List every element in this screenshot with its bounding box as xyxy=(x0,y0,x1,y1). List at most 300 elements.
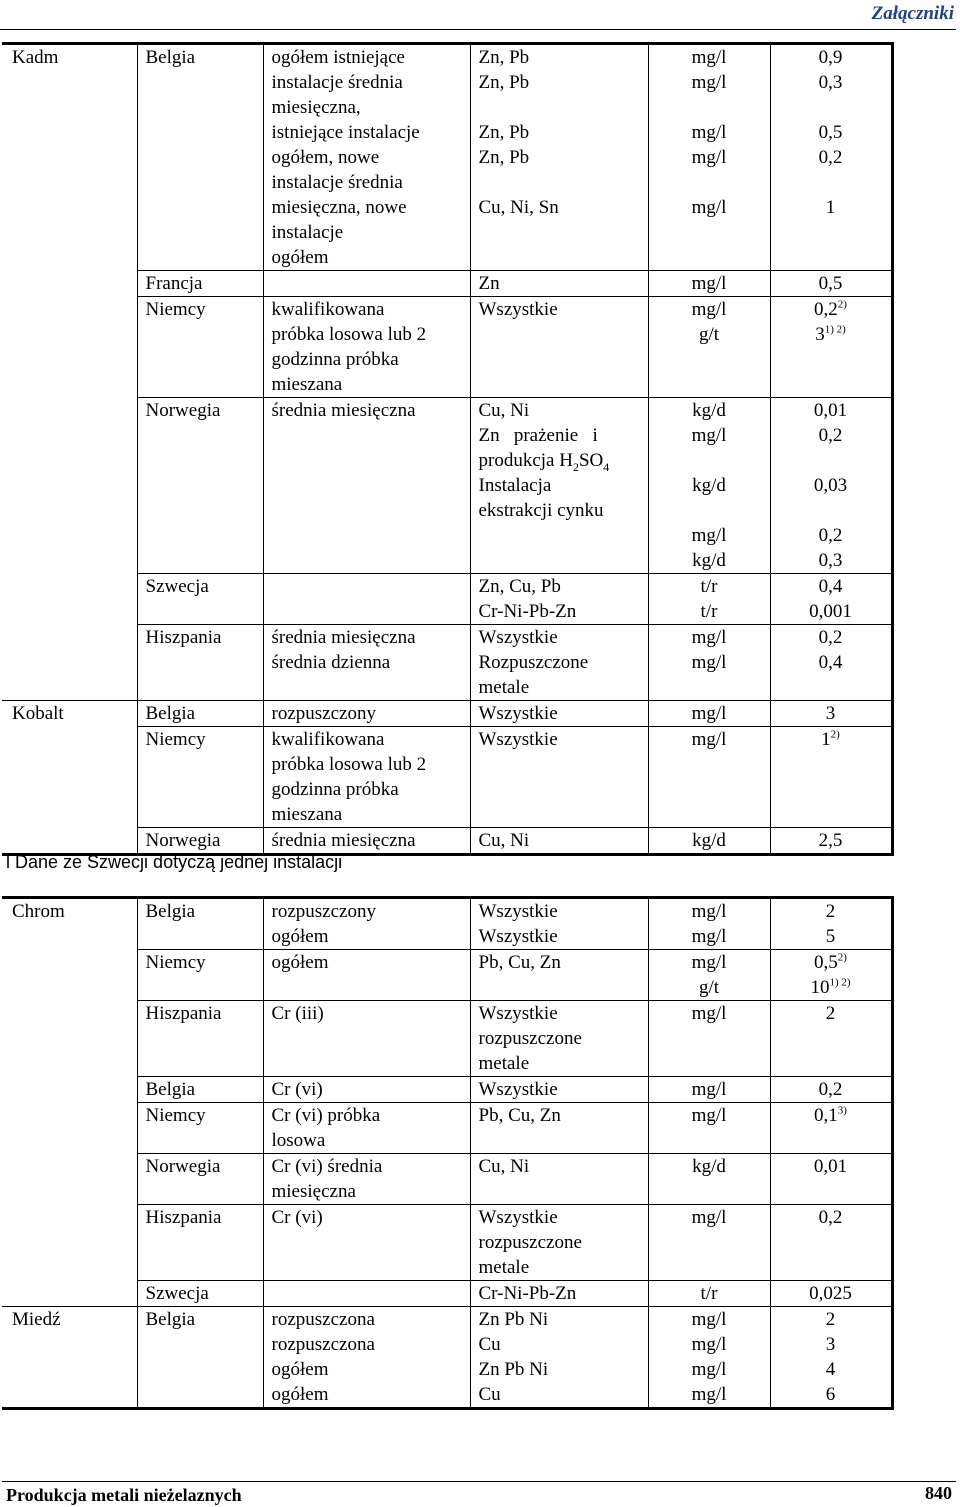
substance-line xyxy=(479,398,648,423)
substance-text: Wszystkie xyxy=(478,901,558,922)
value-line xyxy=(771,95,891,120)
type-text: rozpuszczona xyxy=(271,1309,375,1330)
unit-text: mg/l xyxy=(691,299,727,320)
substance-text: Zn xyxy=(478,273,500,294)
substance-text: metale xyxy=(478,677,530,698)
unit-text: mg/l xyxy=(691,1079,727,1100)
substance-text: Rozpuszczone xyxy=(478,652,589,673)
metal-cell xyxy=(2,701,137,727)
country-name: Belgia xyxy=(145,1309,196,1330)
value-cell xyxy=(770,574,892,625)
unit-text: mg/l xyxy=(691,926,727,947)
type-line xyxy=(272,727,470,752)
value-line xyxy=(771,950,891,975)
unit-text: mg/l xyxy=(691,627,727,648)
type-line xyxy=(272,145,470,170)
type-line xyxy=(272,1077,470,1102)
value-cell xyxy=(770,297,892,398)
substance-line xyxy=(479,45,648,70)
table-row xyxy=(2,574,892,625)
unit-text: mg/l xyxy=(691,425,727,446)
table-row xyxy=(2,1281,892,1307)
country-name: Norwegia xyxy=(145,830,221,851)
unit-text: g/t xyxy=(698,324,720,345)
substance-line xyxy=(479,1205,648,1230)
value-text: 0,2 xyxy=(818,525,843,546)
substance-line xyxy=(479,1154,648,1179)
substance-line xyxy=(479,1382,648,1407)
value-text: 5 xyxy=(825,926,836,947)
type-line xyxy=(272,950,470,975)
metal-cell xyxy=(2,898,137,950)
substance-cell xyxy=(470,625,648,701)
substance-line xyxy=(479,271,648,296)
type-line xyxy=(272,372,470,397)
unit-text: mg/l xyxy=(691,72,727,93)
table-row xyxy=(2,898,892,950)
table-row xyxy=(2,1001,892,1077)
value-cell xyxy=(770,1077,892,1103)
value-line xyxy=(771,398,891,423)
value-cell xyxy=(770,1103,892,1154)
unit-line xyxy=(649,297,770,322)
type-line xyxy=(272,1205,470,1230)
value-line xyxy=(771,423,891,448)
value-text: 0,2 xyxy=(818,1079,843,1100)
metal-cell xyxy=(2,297,137,398)
value-line xyxy=(771,548,891,573)
type-line xyxy=(272,1332,470,1357)
value-line xyxy=(771,1357,891,1382)
value-text: 3 xyxy=(825,1334,836,1355)
substance-cell xyxy=(470,898,648,950)
unit-line xyxy=(649,1077,770,1102)
value-footnote-ref: 1) 2) xyxy=(824,323,846,336)
substance-text: Pb, Cu, Zn xyxy=(478,1105,561,1126)
substance-text: Pb, Cu, Zn xyxy=(478,952,561,973)
value-line xyxy=(771,145,891,170)
substance-text: ekstrakcji cynku xyxy=(478,500,604,521)
value-text: 0,1 xyxy=(814,1105,838,1126)
value-line xyxy=(771,1103,891,1128)
value-text: 0,3 xyxy=(818,550,843,571)
value-cell xyxy=(770,271,892,297)
value-text: 0,2 xyxy=(818,425,843,446)
unit-line xyxy=(649,828,770,853)
type-text: losowa xyxy=(271,1130,326,1151)
metal-name: Kadm xyxy=(12,47,59,68)
metal-cell xyxy=(2,1281,137,1307)
value-text: 0,5 xyxy=(818,122,843,143)
header-title: Załączniki xyxy=(871,3,954,24)
unit-cell xyxy=(648,898,770,950)
unit-text: kg/d xyxy=(692,1156,726,1177)
value-text: 0,01 xyxy=(813,400,848,421)
substance-text: Wszystkie xyxy=(478,1079,558,1100)
sample-type-cell xyxy=(263,1103,470,1154)
table-row xyxy=(2,828,892,855)
sample-type-cell xyxy=(263,950,470,1001)
metal-cell xyxy=(2,727,137,828)
metal-cell xyxy=(2,1001,137,1077)
substance-line xyxy=(479,625,648,650)
unit-cell xyxy=(648,1001,770,1077)
type-text: rozpuszczony xyxy=(271,703,376,724)
type-line xyxy=(272,650,470,675)
country-name: Niemcy xyxy=(145,299,206,320)
sample-type-cell xyxy=(263,271,470,297)
substance-text: Cu xyxy=(478,1334,501,1355)
value-text: 0,9 xyxy=(818,47,843,68)
formula-subscript: 4 xyxy=(603,459,610,474)
country-cell xyxy=(137,1281,263,1307)
type-text: miesięczna, xyxy=(271,97,361,118)
metal-cell xyxy=(2,574,137,625)
value-footnote-ref: 3) xyxy=(837,1104,847,1117)
sample-type-cell xyxy=(263,1077,470,1103)
unit-cell xyxy=(648,1154,770,1205)
value-text: 3 xyxy=(815,324,825,345)
unit-line xyxy=(649,1103,770,1128)
type-text: próbka losowa lub 2 xyxy=(271,324,427,345)
unit-line xyxy=(649,398,770,423)
unit-text: mg/l xyxy=(691,1359,727,1380)
type-line xyxy=(272,777,470,802)
substance-cell xyxy=(470,271,648,297)
value-text: 0,03 xyxy=(813,475,848,496)
substance-text: Cr-Ni-Pb-Zn xyxy=(478,601,577,622)
type-text: Cr (vi) xyxy=(271,1207,323,1228)
header-rule xyxy=(0,29,956,30)
value-line xyxy=(771,701,891,726)
substance-line xyxy=(479,95,648,120)
type-text: godzinna próbka xyxy=(271,349,399,370)
unit-line xyxy=(649,574,770,599)
type-text: miesięczna, nowe xyxy=(271,197,407,218)
table-row xyxy=(2,1103,892,1154)
type-text: średnia miesięczna xyxy=(271,830,416,851)
substance-text: metale xyxy=(478,1053,530,1074)
substance-line xyxy=(479,1103,648,1128)
country-cell xyxy=(137,828,263,855)
substance-line xyxy=(479,1281,648,1306)
substance-cell xyxy=(470,950,648,1001)
country-name: Belgia xyxy=(145,901,196,922)
substance-text: Wszystkie xyxy=(478,627,558,648)
substance-line xyxy=(479,701,648,726)
unit-text: mg/l xyxy=(691,525,727,546)
unit-cell xyxy=(648,1103,770,1154)
value-footnote-ref: 2) xyxy=(837,298,847,311)
type-text: Cr (iii) xyxy=(271,1003,324,1024)
substance-line xyxy=(479,1077,648,1102)
substance-line xyxy=(479,498,648,523)
unit-line xyxy=(649,650,770,675)
value-line xyxy=(771,170,891,195)
value-line xyxy=(771,473,891,498)
substance-text: Instalacja xyxy=(478,475,552,496)
unit-line xyxy=(649,423,770,448)
substance-line xyxy=(479,650,648,675)
substance-cell xyxy=(470,701,648,727)
metal-cell xyxy=(2,1205,137,1281)
country-name: Hiszpania xyxy=(145,627,222,648)
unit-cell xyxy=(648,1281,770,1307)
unit-line xyxy=(649,1332,770,1357)
country-cell xyxy=(137,1103,263,1154)
type-line xyxy=(272,1179,470,1204)
unit-line xyxy=(649,145,770,170)
type-text: godzinna próbka xyxy=(271,779,399,800)
unit-line xyxy=(649,45,770,70)
unit-cell xyxy=(648,271,770,297)
type-text: Cr (vi) xyxy=(271,1079,323,1100)
sample-type-cell xyxy=(263,1307,470,1409)
substance-line xyxy=(479,1255,648,1280)
unit-text: t/r xyxy=(700,1283,718,1304)
unit-text: t/r xyxy=(700,601,718,622)
substance-line xyxy=(479,599,648,624)
substance-text: Zn Pb Ni xyxy=(478,1359,549,1380)
unit-line xyxy=(649,924,770,949)
unit-cell xyxy=(648,1205,770,1281)
country-cell xyxy=(137,1205,263,1281)
country-cell xyxy=(137,271,263,297)
substance-line xyxy=(479,950,648,975)
value-text: 1 xyxy=(821,729,831,750)
unit-cell xyxy=(648,950,770,1001)
table-row xyxy=(2,1307,892,1409)
unit-line xyxy=(649,701,770,726)
unit-line xyxy=(649,70,770,95)
country-name: Niemcy xyxy=(145,729,206,750)
unit-text: mg/l xyxy=(691,1309,727,1330)
substance-line xyxy=(479,1307,648,1332)
substance-line xyxy=(479,1001,648,1026)
unit-line xyxy=(649,498,770,523)
type-line xyxy=(272,924,470,949)
type-text: miesięczna xyxy=(271,1181,356,1202)
value-text: 10 xyxy=(810,977,830,998)
type-text: rozpuszczony xyxy=(271,901,376,922)
substance-text: Zn, Cu, Pb xyxy=(478,576,561,597)
unit-line xyxy=(649,1382,770,1407)
table-row xyxy=(2,1154,892,1205)
table-row xyxy=(2,297,892,398)
value-text: 0,001 xyxy=(809,601,852,622)
unit-text: mg/l xyxy=(691,1334,727,1355)
value-line xyxy=(771,924,891,949)
sample-type-cell xyxy=(263,1205,470,1281)
substance-line xyxy=(479,170,648,195)
type-text: średnia dzienna xyxy=(271,652,391,673)
sample-type-cell xyxy=(263,297,470,398)
page-header xyxy=(0,0,960,30)
value-cell xyxy=(770,1154,892,1205)
substance-text: rozpuszczone xyxy=(478,1028,582,1049)
value-line xyxy=(771,574,891,599)
country-cell xyxy=(137,701,263,727)
type-line xyxy=(272,398,470,423)
metal-cell xyxy=(2,1103,137,1154)
type-text: ogółem istniejące xyxy=(271,47,405,68)
table-row xyxy=(2,1077,892,1103)
unit-line xyxy=(649,899,770,924)
country-cell xyxy=(137,398,263,574)
country-cell xyxy=(137,898,263,950)
substance-line xyxy=(479,1332,648,1357)
value-line xyxy=(771,1307,891,1332)
value-line xyxy=(771,599,891,624)
value-text: 0,4 xyxy=(818,652,843,673)
formula-subscript: 2 xyxy=(572,459,579,474)
type-line xyxy=(272,1128,470,1153)
value-text: 2 xyxy=(825,901,836,922)
substance-cell xyxy=(470,727,648,828)
value-text: 1 xyxy=(825,197,836,218)
type-line xyxy=(272,828,470,853)
sample-type-cell xyxy=(263,1281,470,1307)
unit-line xyxy=(649,271,770,296)
type-line xyxy=(272,120,470,145)
sample-type-cell xyxy=(263,625,470,701)
country-name: Szwecja xyxy=(145,576,209,597)
unit-cell xyxy=(648,574,770,625)
value-cell xyxy=(770,701,892,727)
substance-line xyxy=(479,297,648,322)
unit-line xyxy=(649,448,770,473)
unit-text: mg/l xyxy=(691,652,727,673)
value-line xyxy=(771,625,891,650)
value-text: 0,01 xyxy=(813,1156,848,1177)
metal-cell xyxy=(2,44,137,271)
sample-type-cell xyxy=(263,701,470,727)
substance-text: metale xyxy=(478,1257,530,1278)
unit-line xyxy=(649,95,770,120)
substance-text: Wszystkie xyxy=(478,926,558,947)
value-cell xyxy=(770,1307,892,1409)
metal-cell xyxy=(2,828,137,855)
value-line xyxy=(771,1077,891,1102)
value-line xyxy=(771,45,891,70)
type-text: rozpuszczona xyxy=(271,1334,375,1355)
unit-line xyxy=(649,975,770,1000)
value-text: 3 xyxy=(825,703,836,724)
substance-cell xyxy=(470,1307,648,1409)
substance-cell xyxy=(470,398,648,574)
type-line xyxy=(272,1154,470,1179)
unit-cell xyxy=(648,398,770,574)
unit-line xyxy=(649,727,770,752)
type-text: istniejące instalacje xyxy=(271,122,420,143)
type-text: średnia miesięczna xyxy=(271,627,416,648)
substance-text: Cu, Ni xyxy=(478,400,530,421)
substance-text: Wszystkie xyxy=(478,299,558,320)
value-line xyxy=(771,322,891,347)
value-line xyxy=(771,828,891,853)
substance-line xyxy=(479,828,648,853)
sample-type-cell xyxy=(263,828,470,855)
country-name: Szwecja xyxy=(145,1283,209,1304)
substance-text: Cu xyxy=(478,1384,501,1405)
unit-line xyxy=(649,120,770,145)
value-line xyxy=(771,70,891,95)
emission-table-2 xyxy=(2,896,894,1410)
table-row xyxy=(2,398,892,574)
unit-text: mg/l xyxy=(691,729,727,750)
substance-line xyxy=(479,448,648,473)
substance-line xyxy=(479,727,648,752)
unit-line xyxy=(649,1281,770,1306)
substance-text: Cr-Ni-Pb-Zn xyxy=(478,1283,577,1304)
value-text: 4 xyxy=(825,1359,836,1380)
country-cell xyxy=(137,1001,263,1077)
substance-line xyxy=(479,423,648,448)
sample-type-cell xyxy=(263,727,470,828)
type-text: ogółem xyxy=(271,926,329,947)
value-text: 2 xyxy=(825,1309,836,1330)
unit-line xyxy=(649,625,770,650)
value-line xyxy=(771,1001,891,1026)
substance-text: Zn prażenie i xyxy=(478,425,598,446)
value-text: 0,5 xyxy=(818,273,843,294)
footer-title: Produkcja metali nieżelaznych xyxy=(6,1485,242,1505)
value-line xyxy=(771,448,891,473)
value-cell xyxy=(770,828,892,855)
table-row xyxy=(2,727,892,828)
unit-text: mg/l xyxy=(691,901,727,922)
sample-type-cell xyxy=(263,398,470,574)
value-footnote-ref: 2) xyxy=(830,728,840,741)
value-text: 2 xyxy=(825,1003,836,1024)
substance-text: Zn, Pb xyxy=(478,122,530,143)
sample-type-cell xyxy=(263,574,470,625)
value-line xyxy=(771,297,891,322)
unit-text: mg/l xyxy=(691,273,727,294)
unit-cell xyxy=(648,701,770,727)
type-text: Cr (vi) średnia xyxy=(271,1156,383,1177)
substance-text: produkcja H xyxy=(478,450,573,471)
type-text: instalacje xyxy=(271,222,344,243)
country-name: Belgia xyxy=(145,1079,196,1100)
value-text: 0,5 xyxy=(814,952,838,973)
metal-cell xyxy=(2,1154,137,1205)
substance-text: Zn, Pb xyxy=(478,47,530,68)
substance-text: Cu, Ni xyxy=(478,830,530,851)
type-line xyxy=(272,1307,470,1332)
unit-text: kg/d xyxy=(692,550,726,571)
type-line xyxy=(272,45,470,70)
unit-line xyxy=(649,950,770,975)
substance-text: Zn Pb Ni xyxy=(478,1309,549,1330)
value-line xyxy=(771,1154,891,1179)
value-text: 0,2 xyxy=(814,299,838,320)
type-text: ogółem xyxy=(271,1359,329,1380)
type-text: mieszana xyxy=(271,804,343,825)
table-row xyxy=(2,625,892,701)
substance-cell xyxy=(470,828,648,855)
type-text: kwalifikowana xyxy=(271,729,385,750)
unit-text: mg/l xyxy=(691,703,727,724)
unit-text: g/t xyxy=(698,977,720,998)
substance-line xyxy=(479,1051,648,1076)
metal-cell xyxy=(2,950,137,1001)
value-text: 0,2 xyxy=(818,1207,843,1228)
value-line xyxy=(771,1332,891,1357)
type-text: ogółem xyxy=(271,1384,329,1405)
substance-text: rozpuszczone xyxy=(478,1232,582,1253)
table-row xyxy=(2,44,892,271)
